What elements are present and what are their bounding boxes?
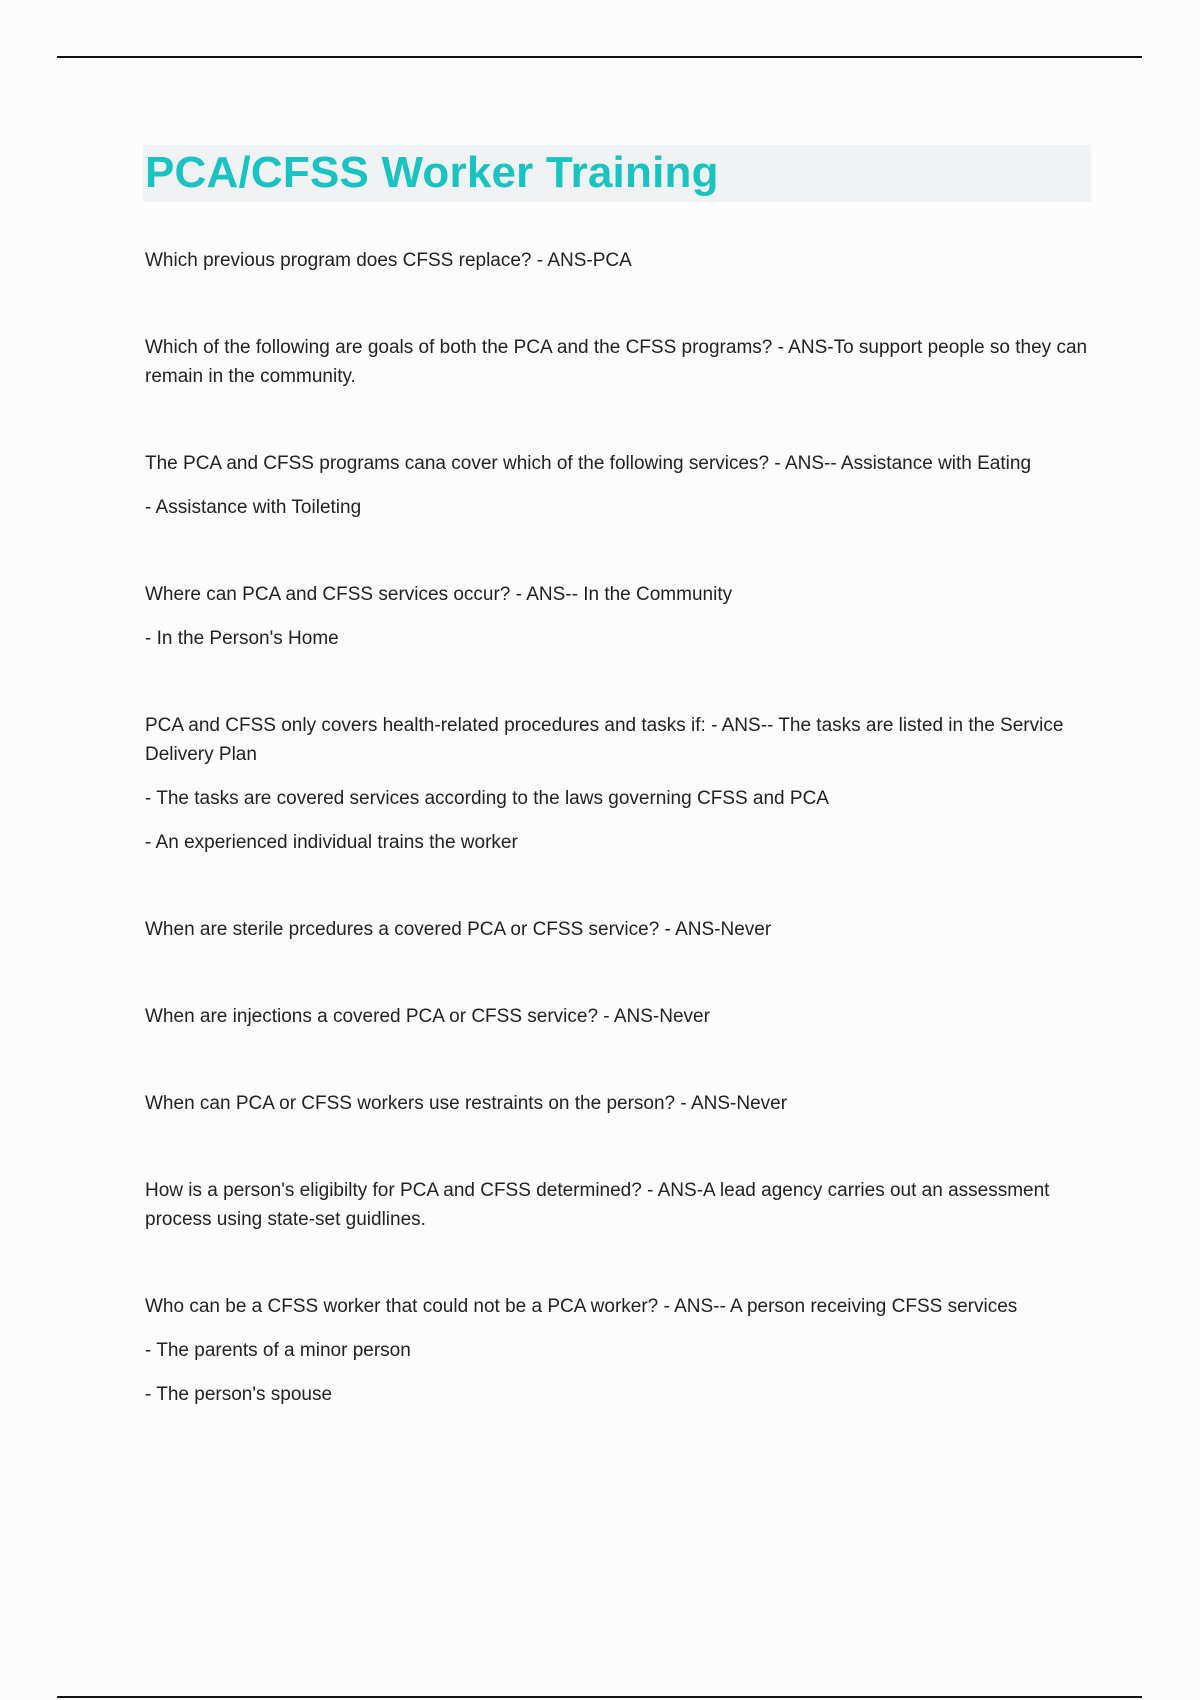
qa-item — [145, 333, 1095, 391]
qa-question-answer: PCA and CFSS only covers health-related procedures and tasks if: - ANS-- The tasks are listed in the Service Delivery Plan — [145, 715, 1064, 765]
qa-question-answer: Where can PCA and CFSS services occur? - ANS-- In the Community — [145, 584, 733, 605]
qa-answer-item: - The person's spouse — [145, 1384, 333, 1405]
qa-item — [145, 711, 1095, 857]
qa-question-answer: Which of the following are goals of both the PCA and the CFSS programs? - ANS-To support people so they can remain in the community. — [145, 337, 1088, 387]
document-title: PCA/CFSS Worker Training — [145, 148, 719, 197]
qa-item — [145, 580, 1095, 653]
qa-question-answer: The PCA and CFSS programs cana cover which of the following services? - ANS-- Assistance with Eating — [145, 453, 1032, 474]
bottom-rule — [57, 1696, 1142, 1698]
qa-list — [145, 246, 1095, 1467]
qa-question-answer: When are injections a covered PCA or CFSS service? - ANS-Never — [145, 1006, 710, 1027]
top-rule — [57, 56, 1142, 58]
qa-item — [145, 915, 1095, 944]
qa-item — [145, 1089, 1095, 1118]
qa-question-answer: When are sterile prcedures a covered PCA or CFSS service? - ANS-Never — [145, 919, 772, 940]
qa-answer-item: - An experienced individual trains the worker — [145, 832, 518, 853]
qa-answer-item: - The parents of a minor person — [145, 1340, 411, 1361]
qa-answer-item: - Assistance with Toileting — [145, 497, 362, 518]
qa-item — [145, 1292, 1095, 1409]
qa-item — [145, 1002, 1095, 1031]
qa-question-answer: When can PCA or CFSS workers use restraints on the person? - ANS-Never — [145, 1093, 788, 1114]
qa-question-answer: Which previous program does CFSS replace? - ANS-PCA — [145, 250, 632, 271]
qa-item — [145, 1176, 1095, 1234]
qa-item — [145, 246, 1095, 275]
qa-item — [145, 449, 1095, 522]
qa-question-answer: How is a person's eligibilty for PCA and CFSS determined? - ANS-A lead agency carries out an assessment process using state-set guidlines. — [145, 1180, 1050, 1230]
qa-answer-item: - In the Person's Home — [145, 628, 339, 649]
qa-answer-item: - The tasks are covered services according to the laws governing CFSS and PCA — [145, 788, 829, 809]
qa-question-answer: Who can be a CFSS worker that could not be a PCA worker? - ANS-- A person receiving CFSS services — [145, 1296, 1018, 1317]
